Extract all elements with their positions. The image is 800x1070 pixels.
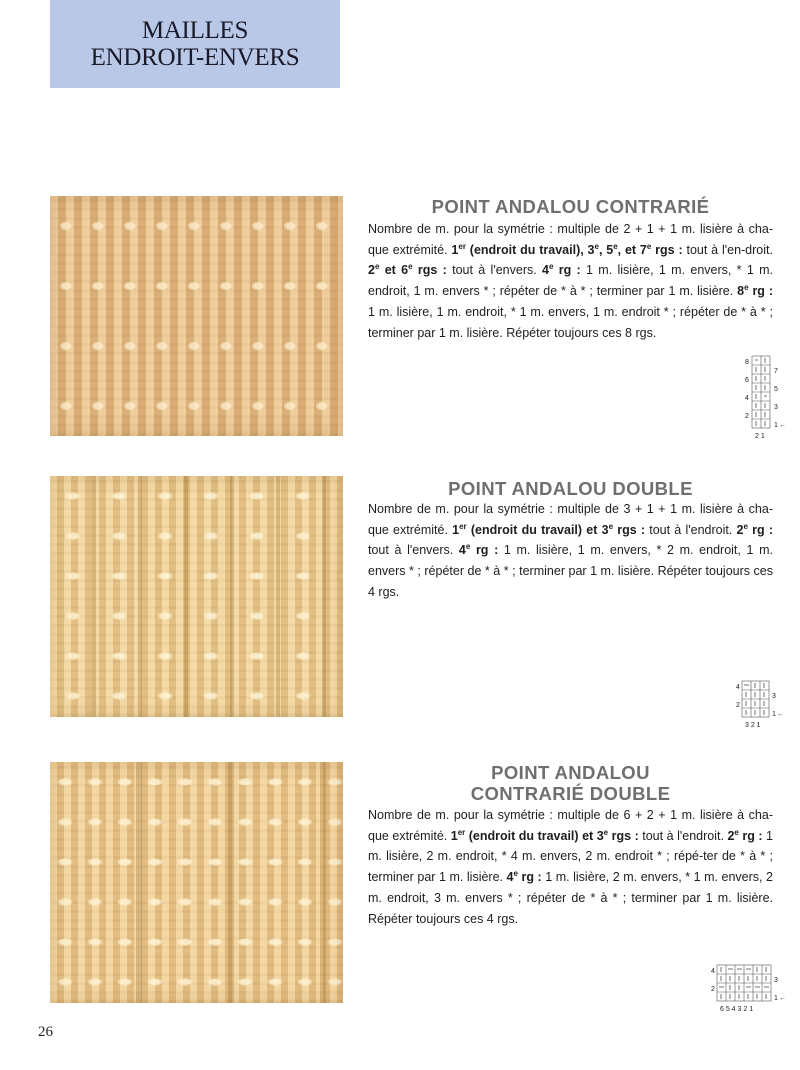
row-label: 8 <box>745 359 749 366</box>
row-label: 1 <box>774 995 778 1002</box>
row-label: 2 <box>736 702 740 709</box>
row-label: 2 <box>745 413 749 420</box>
column-labels: 6 5 4 3 2 1 <box>720 1006 754 1013</box>
section-title: POINT ANDALOU CONTRARIÉ <box>431 196 710 217</box>
stitch-chart <box>738 354 798 446</box>
section-title: POINT ANDALOU DOUBLE <box>448 478 693 499</box>
row-label: 3 <box>772 693 776 700</box>
row-label: 7 <box>774 368 778 375</box>
chapter-title-line1: MAILLES <box>141 17 249 44</box>
row-direction-arrow-icon: ← <box>779 422 786 429</box>
chapter-title-line2: ENDROIT-ENVERS <box>90 44 300 71</box>
row-label: 3 <box>774 977 778 984</box>
column-labels: 2 1 <box>755 433 765 440</box>
section-title-line1: POINT ANDALOU <box>491 762 650 783</box>
section-instructions: Nombre de m. pour la symétrie : multiple de 2 + 1 + 1 m. lisière à cha-que extrémité. 1er (endroit du travail), 3e, 5e, et 7e rgs : tout à l'en-droit. 2e et 6e rgs : tout à l'envers. 4e rg : 1 m. lisière, 1 m. envers, * 1 m. endroit, 1 m. envers * ; répéter de * à * ; terminer par 1 m. lisière. 8e rg : 1 m. lisière, 1 m. endroit, * 1 m. envers, 1 m. endroit * ; répéter de * à * ; terminer par 1 m. lisière. Répéter toujours ces 8 rgs. <box>368 222 774 340</box>
row-label: 6 <box>745 377 749 384</box>
page-number: 26 <box>38 1024 53 1040</box>
row-label: 3 <box>774 404 778 411</box>
row-label: 2 <box>711 986 715 993</box>
swatch-photo-andalou-double <box>50 476 343 717</box>
swatch-photo-andalou-contrarie-double <box>50 762 343 1003</box>
section-title-line2: CONTRARIÉ DOUBLE <box>470 783 671 804</box>
column-labels: 3 2 1 <box>745 722 761 729</box>
row-label: 5 <box>774 386 778 393</box>
section-title <box>368 762 773 804</box>
row-label: 1 <box>772 711 776 718</box>
row-label: 4 <box>745 395 749 402</box>
row-label: 1 <box>774 422 778 429</box>
swatch-photo-andalou-contrarie <box>50 196 343 436</box>
chapter-header <box>50 0 340 88</box>
row-label: 4 <box>711 968 715 975</box>
stitch-chart <box>705 963 800 1017</box>
section-instructions: Nombre de m. pour la symétrie : multiple de 6 + 2 + 1 m. lisière à cha-que extrémité. 1er (endroit du travail) et 3e rgs : tout à l'endroit. 2e rg : 1 m. lisière, 2 m. endroit, * 4 m. envers, 2 m. endroit * ; répé-ter de * à * ; terminer par 1 m. lisière. 4e rg : 1 m. lisière, 2 m. envers, * 1 m. envers, 2 m. endroit, 3 m. envers * ; répéter de * à * ; terminer par 1 m. lisière. Répéter toujours ces 4 rgs. <box>368 808 773 926</box>
row-label: 4 <box>736 684 740 691</box>
row-direction-arrow-icon: ← <box>779 995 786 1002</box>
row-direction-arrow-icon: ← <box>777 711 784 718</box>
section-instructions: Nombre de m. pour la symétrie : multiple de 3 + 1 + 1 m. lisière à cha-que extrémité. 1er (endroit du travail) et 3e rgs : tout à l'endroit. 2e rg : tout à l'envers. 4e rg : 1 m. lisière, 1 m. envers, * 2 m. endroit, 1 m. envers * ; répéter de * à * ; terminer par 1 m. lisière. Répéter toujours ces 4 rgs. <box>368 502 774 599</box>
stitch-chart <box>730 679 798 733</box>
